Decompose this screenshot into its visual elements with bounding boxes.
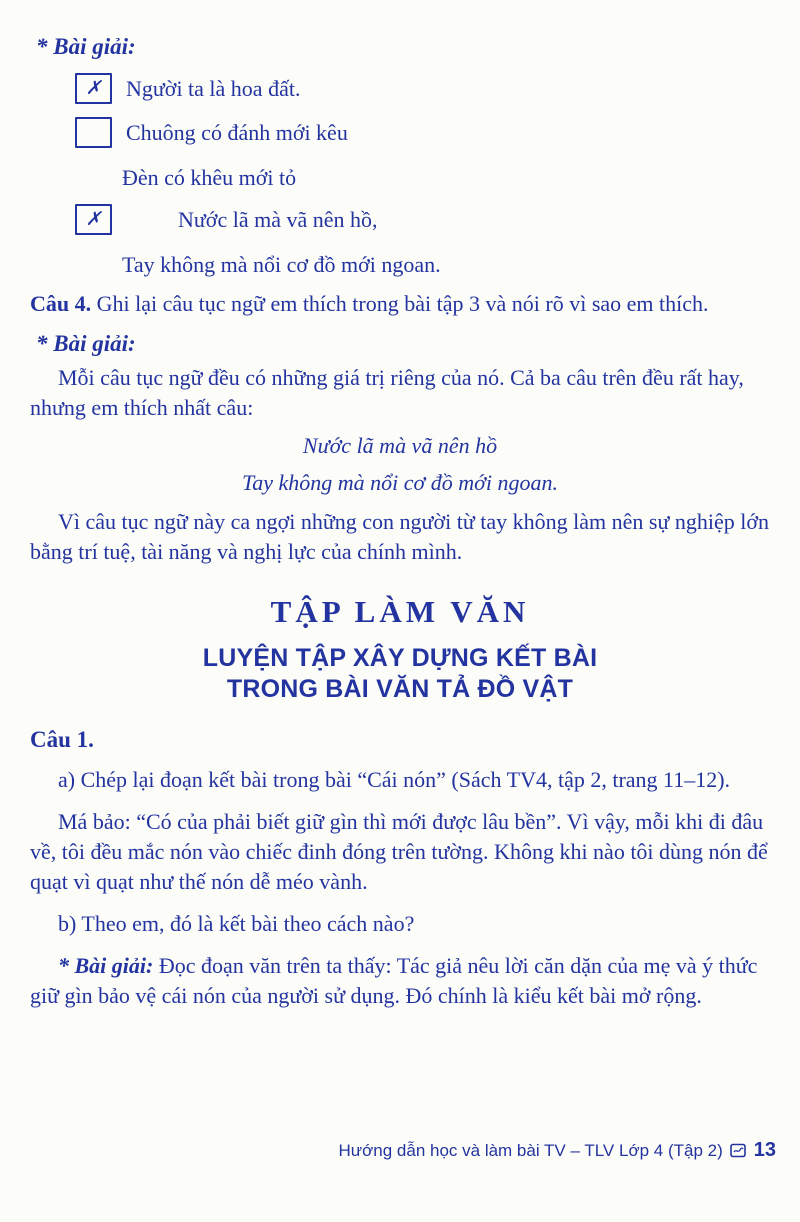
checklist-row (75, 117, 770, 148)
proverb-text: Chuông có đánh mới kêu (126, 119, 348, 145)
publisher-mark-icon (730, 1143, 747, 1158)
proverb-quote-2: Tay không mà nổi cơ đồ mới ngoan. (242, 470, 558, 495)
checkbox-checked (75, 204, 112, 235)
cau1-quoted-passage: Má bảo: “Có của phải biết giữ gìn thì mới được lâu bền”. Vì vậy, mỗi khi đi đâu về, tôi đều mắc nón vào chiếc đinh đóng trên tường. Không khi nào tôi dùng nón để quạt vì quạt như thế nón dễ méo vành. (30, 809, 768, 894)
checklist-row (75, 204, 770, 235)
section-subtitle-line1: LUYỆN TẬP XÂY DỰNG KẾT BÀI (202, 644, 598, 672)
section-subtitle (30, 643, 770, 705)
footer-title: Hướng dẫn học và làm bài TV – TLV Lớp 4 (Tập 2) (338, 1140, 723, 1160)
solution-heading-1: * Bài giải: (36, 34, 136, 59)
proverb-continuation: Tay không mà nổi cơ đồ mới ngoan. (122, 252, 441, 277)
page-number: 13 (753, 1139, 776, 1161)
section-subtitle-line2: TRONG BÀI VĂN TẢ ĐỒ VẬT (226, 675, 574, 703)
cau1-part-b: b) Theo em, đó là kết bài theo cách nào? (58, 911, 415, 936)
cau4-text: Ghi lại câu tục ngữ em thích trong bài tập 3 và nói rõ vì sao em thích. (91, 291, 709, 316)
proverb-text: Nước lã mà vã nên hồ, (178, 206, 378, 232)
page-footer (338, 1139, 776, 1162)
cau4-label: Câu 4. (30, 291, 92, 316)
cau1-label: Câu 1. (30, 727, 94, 752)
x-mark-icon: ✗ (85, 78, 102, 99)
proverb-checklist (30, 73, 770, 278)
section-title: TẬP LÀM VĂN (270, 594, 530, 629)
proverb-quote-1: Nước lã mà vã nên hồ (302, 433, 498, 458)
proverb-continuation: Đèn có khêu mới tỏ (122, 165, 297, 190)
solution-heading-2: * Bài giải: (36, 331, 136, 356)
solution2-paragraph-2: Vì câu tục ngữ này ca ngợi những con người từ tay không làm nên sự nghiệp lớn bằng trí tuệ, tài năng và nghị lực của chính mình. (30, 509, 770, 564)
checklist-row (75, 73, 770, 104)
cau4-paragraph (30, 289, 770, 319)
checkbox-empty (75, 117, 112, 148)
cau1-solution-paragraph (30, 951, 770, 1011)
section-heading (30, 593, 770, 705)
x-mark-icon: ✗ (85, 209, 102, 230)
proverb-text: Người ta là hoa đất. (126, 75, 301, 101)
cau1-solution-label: * Bài giải: (58, 953, 154, 978)
cau1-solution-text: Đọc đoạn văn trên ta thấy: Tác giả nêu lời căn dặn của mẹ và ý thức giữ gìn bảo vệ cái nón của người sử dụng. Đó chính là kiểu kết bài mở rộng. (30, 953, 758, 1008)
solution2-paragraph-1: Mỗi câu tục ngữ đều có những giá trị riêng của nó. Cả ba câu trên đều rất hay, nhưng em thích nhất câu: (30, 365, 744, 420)
checkbox-checked (75, 73, 112, 104)
cau1-part-a: a) Chép lại đoạn kết bài trong bài “Cái nón” (Sách TV4, tập 2, trang 11–12). (58, 767, 731, 792)
